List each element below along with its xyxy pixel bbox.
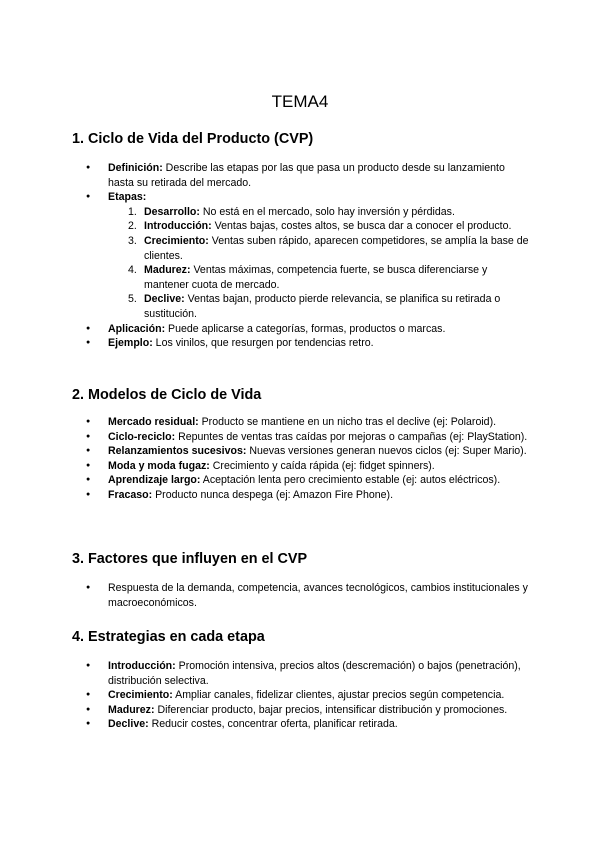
- item-term: Ciclo-reciclo:: [108, 430, 176, 443]
- section-list: [72, 659, 532, 732]
- item-text: Producto nunca despega (ej: Amazon Fire Phone).: [152, 488, 394, 501]
- stage-term: Crecimiento:: [144, 234, 209, 247]
- item-term: Ejemplo:: [108, 337, 153, 350]
- item-text: Crecimiento y caída rápida (ej: fidget spinners).: [209, 459, 435, 472]
- item-term: Aplicación:: [108, 322, 166, 335]
- list-item: [72, 459, 532, 474]
- item-text: Puede aplicarse a categorías, formas, productos o marcas.: [165, 322, 446, 335]
- item-term: Crecimiento:: [108, 689, 173, 702]
- page-title: TEMA4: [271, 92, 329, 111]
- stage-term: Madurez:: [144, 264, 191, 277]
- stage-term: Desarrollo:: [144, 205, 200, 218]
- list-item: [72, 322, 532, 337]
- stage-item: [108, 219, 532, 234]
- item-text: Promoción intensiva, precios altos (descremación) o bajos (penetración), distribución selectiva.: [108, 660, 521, 687]
- stage-item: [108, 205, 532, 220]
- stage-item: [108, 234, 532, 263]
- item-text: Aceptación lenta pero crecimiento estable (ej: autos eléctricos).: [200, 474, 501, 487]
- stages-list: [108, 205, 532, 322]
- item-term: Fracaso:: [108, 488, 153, 501]
- list-item: [72, 688, 532, 703]
- section-heading: 2. Modelos de Ciclo de Vida: [72, 387, 262, 403]
- item-text: Describe las etapas por las que pasa un producto desde su lanzamiento hasta su retirada del mercado.: [108, 162, 505, 189]
- section-heading: 1. Ciclo de Vida del Producto (CVP): [72, 131, 314, 147]
- stage-text: Ventas máximas, competencia fuerte, se busca diferenciarse y mantener cuota de mercado.: [144, 264, 488, 291]
- stage-number: 2.: [128, 220, 137, 233]
- item-term: Madurez:: [108, 703, 155, 716]
- item-term: Declive:: [108, 718, 149, 731]
- stage-number: 1.: [128, 205, 137, 218]
- item-text: Reducir costes, concentrar oferta, planificar retirada.: [148, 718, 398, 731]
- list-item: [72, 336, 532, 351]
- list-item: [72, 703, 532, 718]
- list-item: [72, 430, 532, 445]
- item-term: Etapas:: [108, 191, 147, 204]
- stage-text: No está en el mercado, solo hay inversión y pérdidas.: [199, 205, 455, 218]
- item-term: Relanzamientos sucesivos:: [108, 445, 247, 458]
- stage-item: [108, 263, 532, 292]
- item-text: Los vinilos, que resurgen por tendencias retro.: [152, 337, 374, 350]
- section-list: [72, 581, 532, 610]
- list-item: [72, 190, 532, 321]
- stage-item: [108, 292, 532, 321]
- list-item: [72, 473, 532, 488]
- stage-text: Ventas bajan, producto pierde relevancia, se planifica su retirada o sustitución.: [144, 293, 501, 320]
- item-text: Repuntes de ventas tras caídas por mejoras o campañas (ej: PlayStation).: [175, 430, 528, 443]
- list-item: [72, 659, 532, 688]
- item-text: Ampliar canales, fidelizar clientes, ajustar precios según competencia.: [172, 689, 505, 702]
- list-item: [72, 488, 532, 503]
- section-list: [72, 415, 532, 503]
- item-term: Mercado residual:: [108, 416, 199, 428]
- section-heading: 3. Factores que influyen en el CVP: [72, 551, 308, 567]
- stage-text: Ventas suben rápido, aparecen competidores, se amplía la base de clientes.: [144, 234, 529, 262]
- section-list: [72, 161, 532, 351]
- stage-number: 5.: [128, 293, 137, 306]
- item-term: Aprendizaje largo:: [108, 474, 201, 487]
- item-text: Respuesta de la demanda, competencia, avances tecnológicos, cambios institucionales y macroeconómicos.: [108, 582, 528, 609]
- item-text: Diferenciar producto, bajar precios, intensificar distribución y promociones.: [154, 703, 508, 716]
- item-text: Nuevas versiones generan nuevos ciclos (ej: Super Mario).: [246, 445, 527, 458]
- list-item: [72, 581, 532, 610]
- list-item: [72, 444, 532, 459]
- stage-number: 4.: [128, 264, 137, 277]
- list-item: [72, 415, 532, 430]
- item-term: Introducción:: [108, 660, 176, 672]
- section-heading: 4. Estrategias en cada etapa: [72, 629, 265, 645]
- stage-term: Introducción:: [144, 220, 212, 233]
- item-term: Moda y moda fugaz:: [108, 459, 210, 472]
- stage-number: 3.: [128, 234, 137, 247]
- item-text: Producto se mantiene en un nicho tras el declive (ej: Polaroid).: [198, 416, 497, 428]
- list-item: [72, 717, 532, 732]
- stage-text: Ventas bajas, costes altos, se busca dar a conocer el producto.: [211, 220, 512, 233]
- stage-term: Declive:: [144, 293, 185, 306]
- list-item: [72, 161, 532, 190]
- item-term: Definición:: [108, 162, 163, 174]
